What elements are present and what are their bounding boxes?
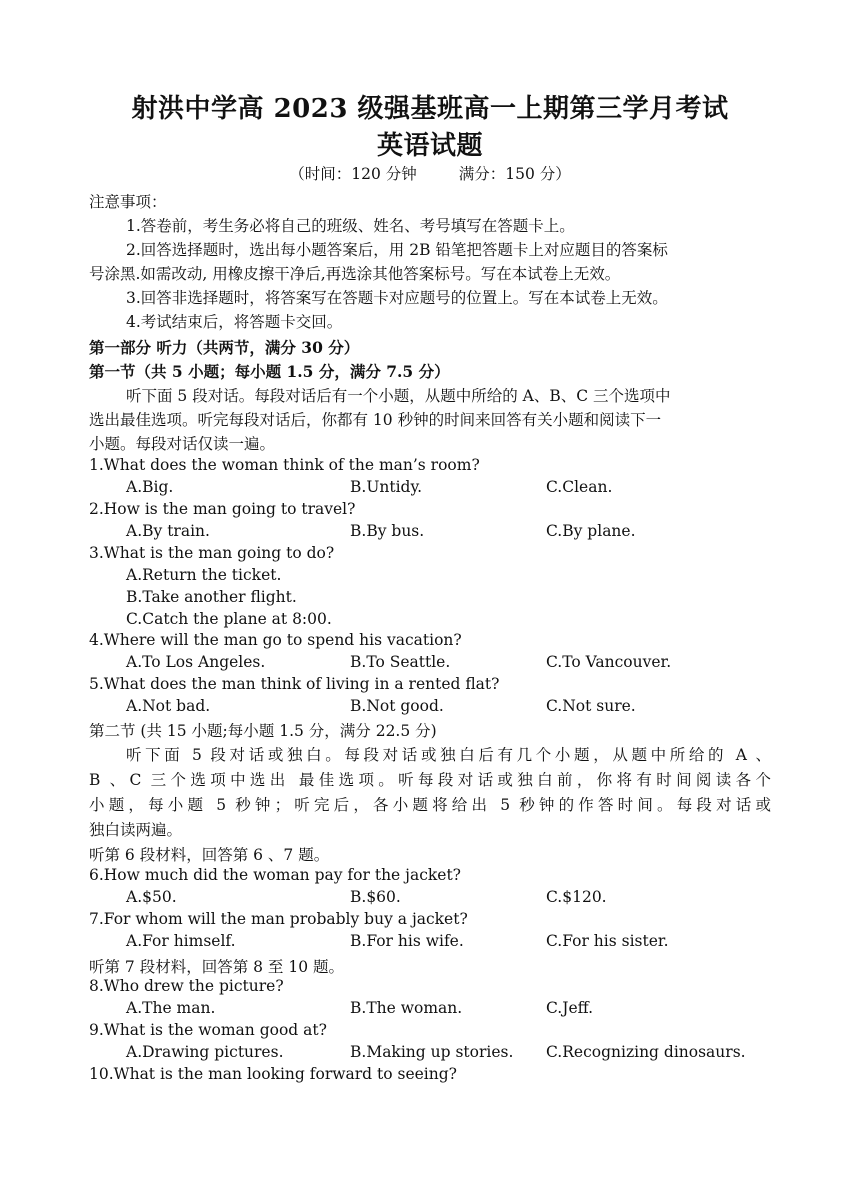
q7-option-c: C.For his sister. — [546, 932, 669, 950]
q5-option-a: A.Not bad. — [126, 697, 211, 715]
note-item: 1.答卷前，考生务必将自己的班级、姓名、考号填写在答题卡上。 — [126, 217, 575, 235]
q1-option-a: A.Big. — [126, 478, 174, 496]
note-item: 4.考试结束后，将答题卡交回。 — [126, 313, 343, 331]
q8-option-c: C.Jeff. — [546, 999, 594, 1017]
section1-instruction: 选出最佳选项。听完每段对话后，你都有 10 秒钟的时间来回答有关小题和阅读下一 — [89, 411, 662, 429]
question-5: 5.What does the man think of living in a rented flat? — [89, 675, 500, 693]
question-3: 3.What is the man going to do? — [89, 544, 335, 562]
q4-option-c: C.To Vancouver. — [546, 653, 672, 671]
q2-option-c: C.By plane. — [546, 522, 636, 540]
q6-option-a: A.$50. — [126, 888, 177, 906]
exam-time: （时间：120 分钟 — [289, 165, 417, 183]
q5-option-c: C.Not sure. — [546, 697, 636, 715]
q9-option-b: B.Making up stories. — [350, 1043, 514, 1061]
q6-option-c: C.$120. — [546, 888, 607, 906]
q9-option-c: C.Recognizing dinosaurs. — [546, 1043, 746, 1061]
q4-option-a: A.To Los Angeles. — [126, 653, 266, 671]
section2-heading: 第二节 (共 15 小题;每小题 1.5 分，满分 22.5 分) — [89, 722, 437, 740]
q8-option-a: A.The man. — [126, 999, 216, 1017]
exam-score: 满分：150 分） — [458, 165, 571, 183]
question-6: 6.How much did the woman pay for the jacket? — [89, 866, 461, 884]
section2-instruction: 小题，每小题 5 秒钟；听完后，各小题将给出 5 秒钟的作答时间。每段对话或 — [89, 796, 771, 814]
question-7: 7.For whom will the man probably buy a jacket? — [89, 910, 468, 928]
q1-option-c: C.Clean. — [546, 478, 613, 496]
section2-instruction: 独白读两遍。 — [89, 821, 183, 839]
q2-option-b: B.By bus. — [350, 522, 425, 540]
q9-option-a: A.Drawing pictures. — [126, 1043, 284, 1061]
notes-heading: 注意事项： — [89, 193, 167, 211]
section1-instruction: 小题。每段对话仅读一遍。 — [89, 435, 276, 453]
material-7-instruction: 听第 7 段材料，回答第 8 至 10 题。 — [89, 958, 345, 976]
note-item: 3.回答非选择题时，将答案写在答题卡对应题号的位置上。写在本试卷上无效。 — [126, 289, 668, 307]
q7-option-a: A.For himself. — [126, 932, 236, 950]
section2-instruction: 听下面 5 段对话或独白。每段对话或独白后有几个小题，从题中所给的 A 、 — [126, 746, 771, 764]
q7-option-b: B.For his wife. — [350, 932, 464, 950]
exam-meta — [0, 162, 860, 184]
q5-option-b: B.Not good. — [350, 697, 444, 715]
section1-instruction: 听下面 5 段对话。每段对话后有一个小题，从题中所给的 A、B、C 三个选项中 — [126, 387, 671, 405]
section2-instruction: B 、C 三个选项中选出 最佳选项。听每段对话或独白前，你将有时间阅读各个 — [89, 771, 771, 789]
question-10: 10.What is the man looking forward to seeing? — [89, 1065, 457, 1083]
question-1: 1.What does the woman think of the man’s room? — [89, 456, 480, 474]
section1-heading: 第一节（共 5 小题；每小题 1.5 分，满分 7.5 分） — [89, 362, 450, 381]
q6-option-b: B.$60. — [350, 888, 401, 906]
q3-option-b: B.Take another flight. — [126, 588, 297, 606]
q8-option-b: B.The woman. — [350, 999, 463, 1017]
q4-option-b: B.To Seattle. — [350, 653, 451, 671]
q3-option-c: C.Catch the plane at 8:00. — [126, 610, 332, 628]
note-item: 2.回答选择题时，选出每小题答案后，用 2B 铅笔把答题卡上对应题目的答案标 — [126, 241, 668, 259]
exam-title: 射洪中学高 2023 级强基班高一上期第三学月考试 — [131, 94, 729, 124]
material-6-instruction: 听第 6 段材料，回答第 6 、7 题。 — [89, 846, 330, 864]
exam-subject-title: 英语试题 — [376, 131, 483, 161]
q3-option-a: A.Return the ticket. — [126, 566, 282, 584]
question-4: 4.Where will the man go to spend his vacation? — [89, 631, 462, 649]
note-item-continued: 号涂黑.如需改动, 用橡皮擦干净后,再选涂其他答案标号。写在本试卷上无效。 — [89, 265, 621, 283]
question-9: 9.What is the woman good at? — [89, 1021, 327, 1039]
q2-option-a: A.By train. — [126, 522, 210, 540]
part1-heading: 第一部分 听力（共两节，满分 30 分） — [89, 338, 360, 357]
question-8: 8.Who drew the picture? — [89, 977, 284, 995]
question-2: 2.How is the man going to travel? — [89, 500, 356, 518]
q1-option-b: B.Untidy. — [350, 478, 423, 496]
